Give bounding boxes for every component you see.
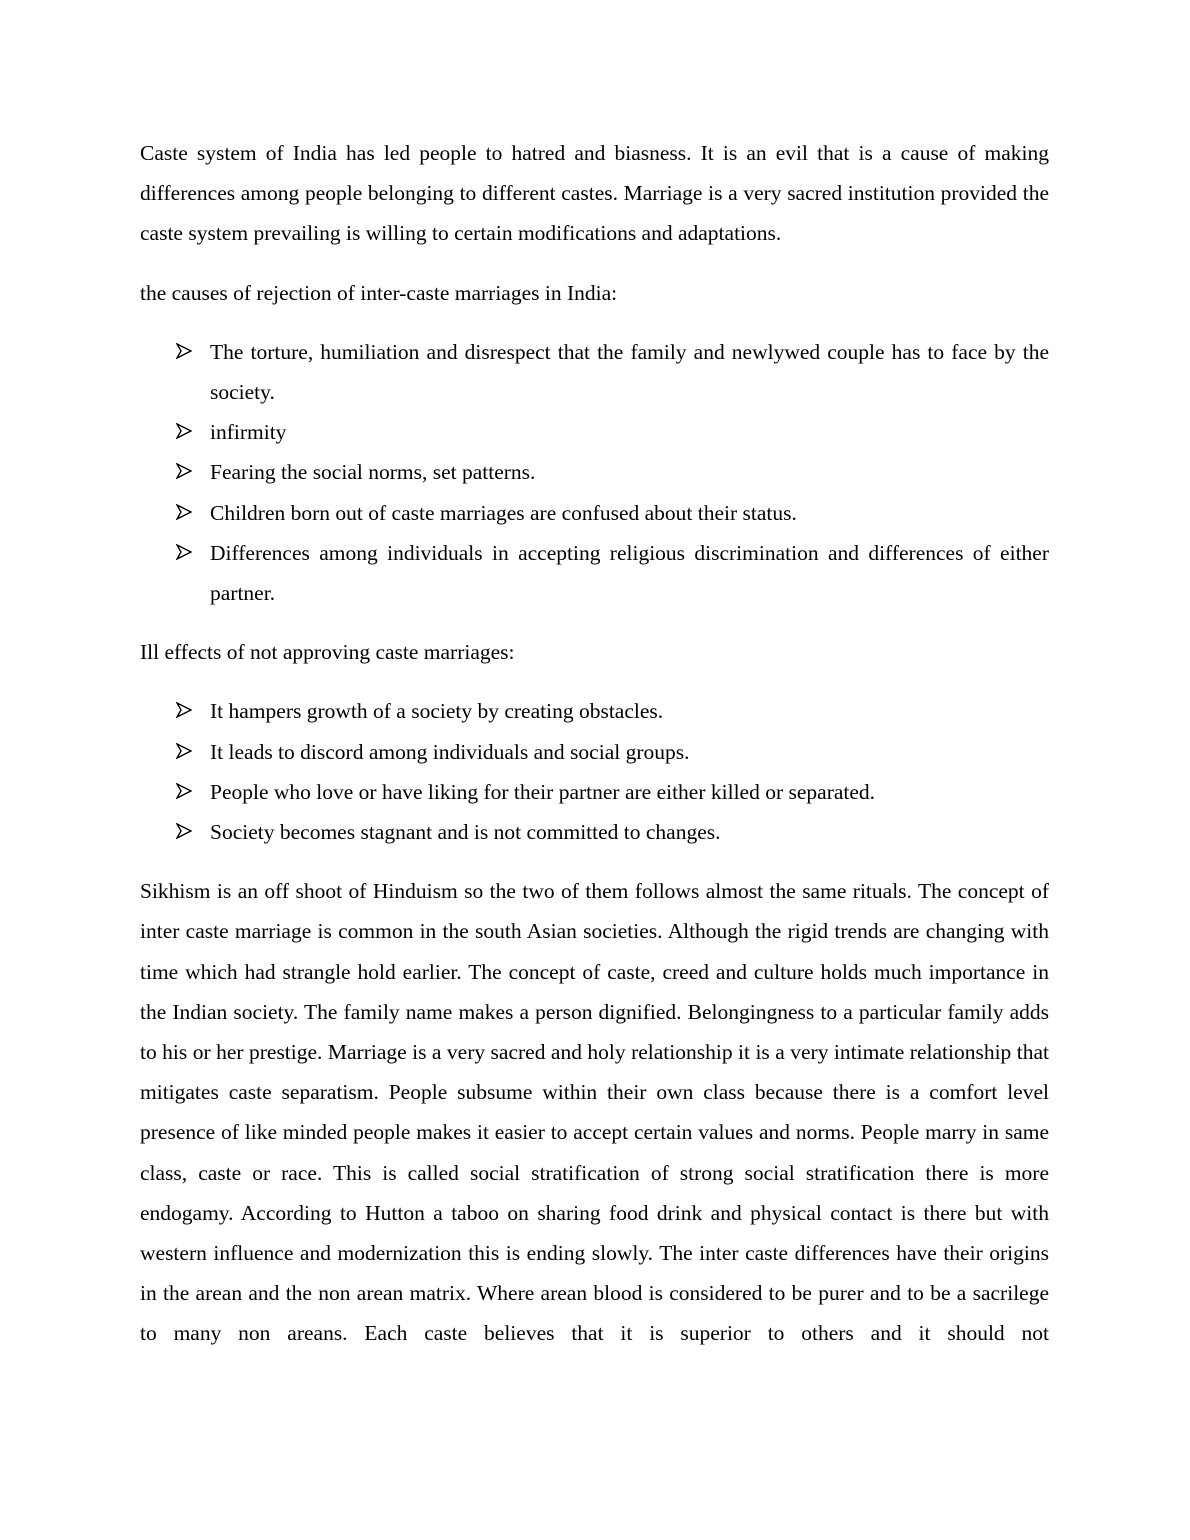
- list-item: [140, 691, 1049, 731]
- list-item: [140, 772, 1049, 812]
- list-item: [140, 732, 1049, 772]
- causes-list: [140, 332, 1049, 613]
- list-item-text: infirmity: [210, 420, 287, 445]
- arrow-bullet-icon: [176, 691, 196, 731]
- arrow-bullet-icon: [176, 452, 196, 492]
- document-page: [140, 133, 1049, 1354]
- effects-heading: Ill effects of not approving caste marriages:: [140, 640, 515, 665]
- list-item-text: People who love or have liking for their partner are either killed or separated.: [210, 779, 876, 804]
- list-item-text: Society becomes stagnant and is not committed to changes.: [210, 820, 721, 845]
- arrow-bullet-icon: [176, 412, 196, 452]
- list-item-text: Fearing the social norms, set patterns.: [210, 460, 536, 485]
- list-item-text: It leads to discord among individuals and social groups.: [210, 739, 690, 764]
- list-item: [140, 412, 1049, 452]
- causes-heading: the causes of rejection of inter-caste marriages in India:: [140, 280, 618, 305]
- body-paragraph: Sikhism is an off shoot of Hinduism so the two of them follows almost the same rituals. The concept of inter caste marriage is common in the south Asian societies. Although the rigid trends are changing with time which had strangle hold earlier. The concept of caste, creed and culture holds much importance in the Indian society. The family name makes a person dignified. Belongingness to a particular family adds to his or her prestige. Marriage is a very sacred and holy relationship it is a very intimate relationship that mitigates caste separatism. People subsume within their own class because there is a comfort level presence of like minded people makes it easier to accept certain values and norms. People marry in same class, caste or race. This is called social stratification of strong social stratification there is more endogamy. According to Hutton a taboo on sharing food drink and physical contact is there but with western influence and modernization this is ending slowly. The inter caste differences have their origins in the arean and the non arean matrix. Where arean blood is considered to be purer and to be a sacrilege to many non areans. Each caste believes that it is superior to others and it should not: [140, 879, 1049, 1346]
- list-item-text: The torture, humiliation and disrespect that the family and newlywed couple has to face by the society.: [210, 339, 1049, 405]
- intro-paragraph: Caste system of India has led people to hatred and biasness. It is an evil that is a cause of making differences among people belonging to different castes. Marriage is a very sacred institution provided the caste system prevailing is willing to certain modifications and adaptations.: [140, 141, 1049, 246]
- list-item: [140, 533, 1049, 613]
- list-item-text: Differences among individuals in accepting religious discrimination and differences of either partner.: [210, 540, 1049, 606]
- list-item: [140, 332, 1049, 412]
- arrow-bullet-icon: [176, 332, 196, 372]
- arrow-bullet-icon: [176, 772, 196, 812]
- list-item-text: It hampers growth of a society by creating obstacles.: [210, 699, 664, 724]
- effects-list: [140, 691, 1049, 852]
- arrow-bullet-icon: [176, 493, 196, 533]
- list-item: [140, 812, 1049, 852]
- list-item-text: Children born out of caste marriages are confused about their status.: [210, 500, 797, 525]
- arrow-bullet-icon: [176, 533, 196, 573]
- list-item: [140, 452, 1049, 492]
- list-item: [140, 493, 1049, 533]
- arrow-bullet-icon: [176, 732, 196, 772]
- arrow-bullet-icon: [176, 812, 196, 852]
